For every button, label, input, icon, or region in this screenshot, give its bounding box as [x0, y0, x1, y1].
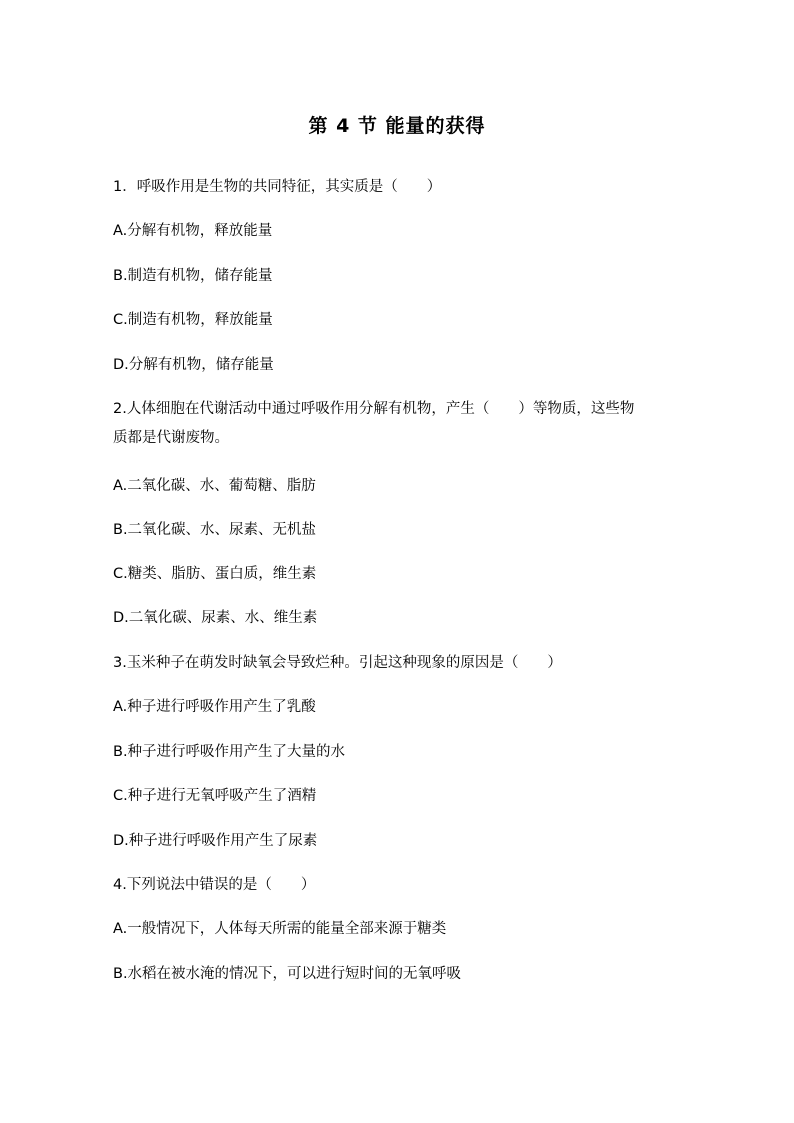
question-3-stem: 3.玉米种子在萌发时缺氧会导致烂种。引起这种现象的原因是（ ）	[113, 655, 562, 671]
question-3-option-c: C.种子进行无氧呼吸产生了酒精	[113, 788, 317, 804]
question-4-option-b: B.水稻在被水淹的情况下，可以进行短时间的无氧呼吸	[113, 966, 462, 982]
question-1-stem: 1．呼吸作用是生物的共同特征，其实质是（ ）	[113, 179, 442, 195]
question-3-option-b: B.种子进行呼吸作用产生了大量的水	[113, 744, 346, 760]
question-2-stem-line-1: 2.人体细胞在代谢活动中通过呼吸作用分解有机物，产生（ ）等物质，这些物	[113, 401, 635, 417]
question-2-option-b: B.二氧化碳、水、尿素、无机盐	[113, 522, 317, 538]
question-3-option-a: A.种子进行呼吸作用产生了乳酸	[113, 699, 316, 715]
question-1-option-d: D.分解有机物，储存能量	[113, 357, 274, 373]
question-2-option-d: D.二氧化碳、尿素、水、维生素	[113, 610, 318, 626]
question-2-option-a: A.二氧化碳、水、葡萄糖、脂肪	[113, 478, 316, 494]
question-2-option-c: C.糖类、脂肪、蛋白质，维生素	[113, 566, 317, 582]
question-1-option-a: A.分解有机物，释放能量	[113, 223, 273, 239]
question-4-stem: 4.下列说法中错误的是（ ）	[113, 877, 316, 893]
page-title: 第 4 节 能量的获得	[308, 115, 486, 137]
question-1-option-b: B.制造有机物，储存能量	[113, 268, 273, 284]
question-1-option-c: C.制造有机物，释放能量	[113, 312, 273, 328]
question-4-option-a: A.一般情况下，人体每天所需的能量全部来源于糖类	[113, 921, 447, 937]
question-3-option-d: D.种子进行呼吸作用产生了尿素	[113, 833, 318, 849]
question-2-stem-line-2: 质都是代谢废物。	[113, 430, 229, 446]
